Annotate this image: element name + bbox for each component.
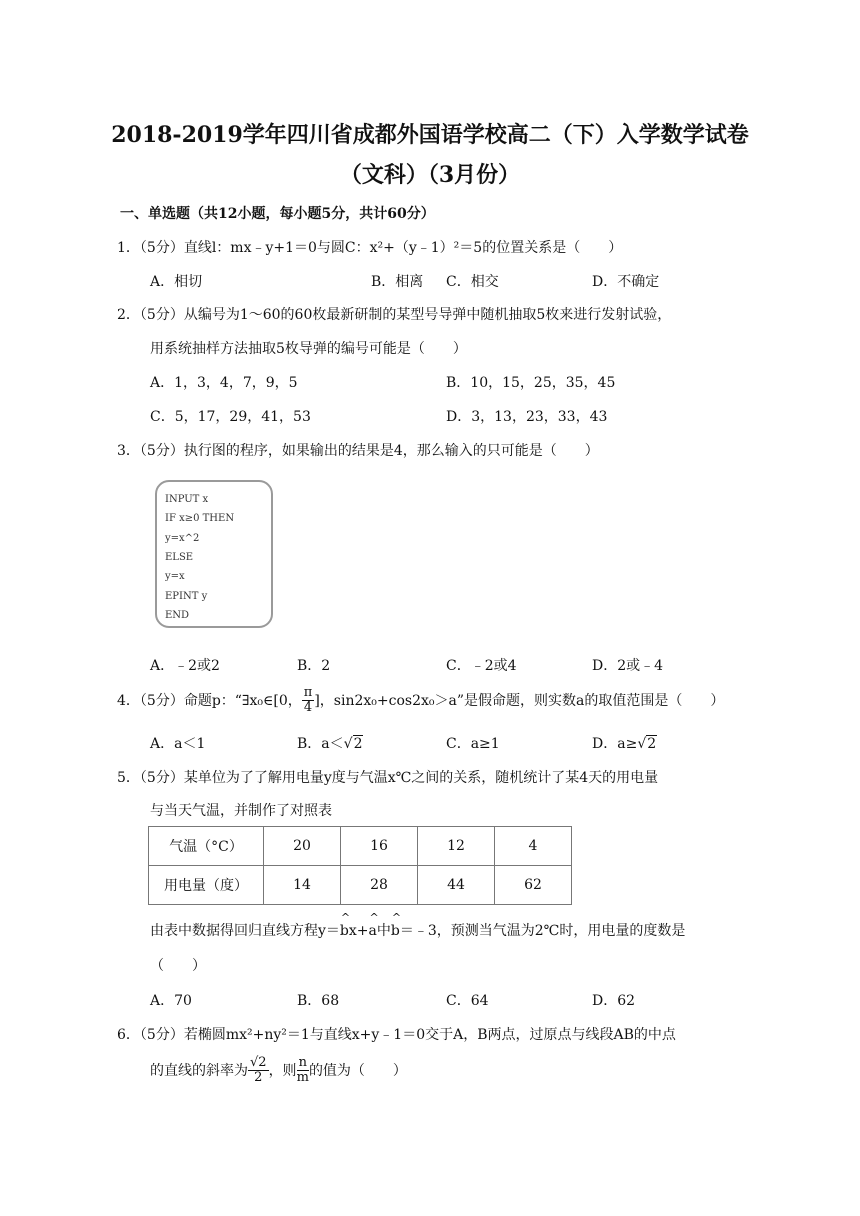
q4-stem-suffix: ]，sin2x₀+cos2x₀＞a”是假命题，则实数a的取值范围是（ ） — [314, 693, 725, 709]
q2-option-d: D．3，13，23，33，43 — [446, 409, 608, 425]
q4-stem-prefix: 4．（5分）命题p：“∃x₀∈[0， — [117, 693, 302, 709]
q5-option-b: B．68 — [297, 993, 340, 1009]
data-table — [148, 826, 572, 905]
q1-option-c: C．相交 — [446, 274, 499, 290]
radicand: 2 — [647, 736, 657, 752]
q4-option-c: C．a≥1 — [446, 736, 500, 752]
table-row — [149, 827, 572, 866]
fraction-denominator: 2 — [254, 1069, 263, 1085]
exam-title-line2: （文科）（3月份） — [339, 162, 521, 188]
code-line: y=x^2 — [165, 533, 200, 544]
sqrt-symbol: √2 — [637, 736, 657, 752]
program-code-box — [155, 480, 273, 628]
table-cell: 用电量（度） — [149, 866, 264, 905]
table-row — [149, 866, 572, 905]
q5-option-d: D．62 — [592, 993, 636, 1009]
regression-zhong: 中 — [376, 923, 391, 939]
sqrt-symbol: √2 — [343, 736, 363, 752]
a-hat: ^ a — [369, 923, 377, 939]
table-cell: 44 — [418, 866, 495, 905]
question-6-stem-line1: 6．（5分）若椭圆mx²+ny²＝1与直线x+y﹣1＝0交于A，B两点，过原点与线段AB的中点 — [117, 1027, 676, 1043]
table-cell: 28 — [341, 866, 418, 905]
question-4-stem — [117, 680, 724, 720]
q4-option-d-label: D．a≥ — [592, 736, 638, 752]
q6-stem-prefix: 的直线的斜率为 — [150, 1063, 248, 1079]
q1-option-a: A．相切 — [150, 274, 203, 290]
sqrt2-over-2-fraction — [248, 1056, 269, 1085]
table-cell: 62 — [495, 866, 572, 905]
pi-over-4-fraction — [302, 686, 315, 715]
question-6-stem-line2 — [150, 1050, 407, 1090]
question-2-stem-line1: 2．（5分）从编号为1～60的60枚最新研制的某型号导弹中随机抽取5枚来进行发射试验， — [117, 307, 672, 323]
q3-option-c: C．﹣2或4 — [446, 658, 517, 674]
table-cell: 4 — [495, 827, 572, 866]
question-1-stem: 1．（5分）直线l：mx﹣y+1＝0与圆C：x²+（y﹣1）²＝5的位置关系是（ ） — [117, 240, 623, 256]
code-line: ELSE — [165, 552, 194, 563]
regression-suffix: ＝﹣3，预测当气温为2℃时，用电量的度数是 — [399, 923, 686, 939]
q4-option-d — [592, 733, 657, 753]
b-hat: ^ b — [391, 923, 400, 939]
q2-option-a: A．1，3，4，7，9，5 — [150, 375, 298, 391]
q5-option-a: A．70 — [150, 993, 192, 1009]
q3-option-d: D．2或﹣4 — [592, 658, 664, 674]
n-over-m-fraction — [297, 1056, 309, 1085]
question-5-stem-line2: 与当天气温，并制作了对照表 — [150, 803, 332, 819]
question-3-stem: 3．（5分）执行图的程序，如果输出的结果是4，那么输入的只可能是（ ） — [117, 443, 599, 459]
q2-option-c: C．5，17，29，41，53 — [150, 409, 311, 425]
question-5-stem-line1: 5．（5分）某单位为了了解用电量y度与气温x℃之间的关系，随机统计了某4天的用电量 — [117, 770, 659, 786]
code-line: EPINT y — [165, 591, 208, 602]
table-cell: 16 — [341, 827, 418, 866]
q4-option-a: A．a＜1 — [150, 736, 206, 752]
code-line: y=x — [165, 571, 185, 582]
q3-option-a: A．﹣2或2 — [150, 658, 220, 674]
q1-option-b: B．相离 — [371, 274, 424, 290]
b-hat: ^ b — [340, 923, 349, 939]
table-cell: 20 — [264, 827, 341, 866]
q4-option-b — [297, 733, 363, 753]
fraction-numerator: √2 — [250, 1054, 267, 1070]
fraction-denominator: m — [296, 1069, 309, 1085]
q2-option-b: B．10，15，25，35，45 — [446, 375, 616, 391]
code-line: INPUT x — [165, 494, 209, 505]
q1-option-d: D．不确定 — [592, 274, 660, 290]
table-cell: 14 — [264, 866, 341, 905]
regression-equation-line — [150, 920, 685, 940]
table-cell: 气温（°C） — [149, 827, 264, 866]
q6-stem-suffix: 的值为（ ） — [308, 1063, 407, 1079]
q5-option-c: C．64 — [446, 993, 489, 1009]
fraction-numerator: π — [303, 684, 313, 700]
code-line: IF x≥0 THEN — [165, 513, 235, 524]
radicand: 2 — [353, 736, 363, 752]
table-cell: 12 — [418, 827, 495, 866]
exam-title-line1: 2018-2019学年四川省成都外国语学校高二（下）入学数学试卷 — [111, 122, 749, 148]
q5-answer-paren: （ ） — [150, 958, 206, 974]
question-2-stem-line2: 用系统抽样方法抽取5枚导弹的编号可能是（ ） — [150, 341, 467, 357]
q3-option-b: B．2 — [297, 658, 331, 674]
q4-option-b-label: B．a＜ — [297, 736, 344, 752]
regression-x: x+ — [348, 923, 369, 939]
fraction-denominator: 4 — [303, 699, 313, 715]
code-line: END — [165, 610, 190, 621]
q6-stem-mid: ，则 — [268, 1063, 297, 1079]
section-heading: 一、单选题（共12小题，每小题5分，共计60分） — [120, 206, 435, 222]
fraction-numerator: n — [298, 1054, 307, 1070]
regression-prefix: 由表中数据得回归直线方程y＝ — [150, 923, 340, 939]
